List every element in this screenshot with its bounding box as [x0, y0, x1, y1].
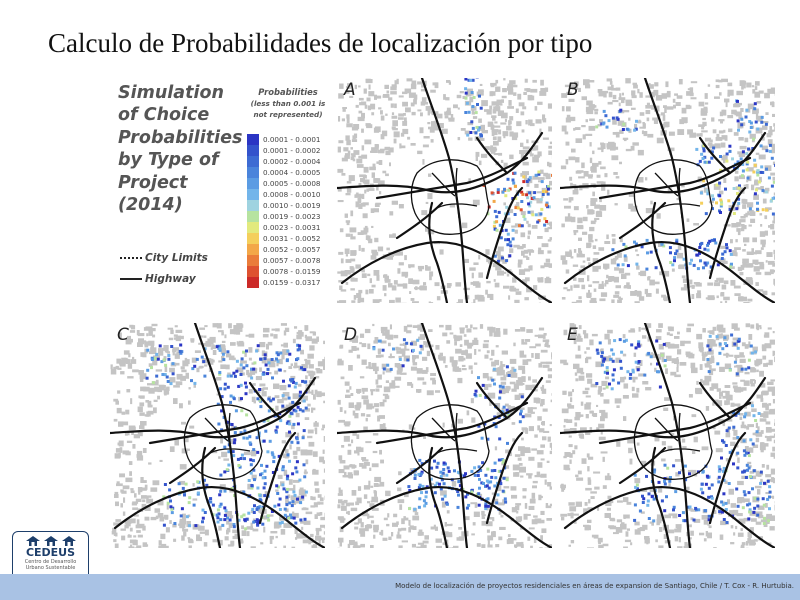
legend-class [247, 277, 320, 288]
figure-title-line: of Choice [118, 105, 210, 126]
city-limits-label: City Limits [145, 252, 208, 264]
legend-swatch [247, 189, 259, 200]
legend-swatch [247, 222, 259, 233]
legend-swatch [247, 167, 259, 178]
legend-class [247, 145, 320, 156]
legend-class-label: 0.0031 - 0.0052 [263, 234, 321, 243]
legend-class [247, 211, 320, 222]
legend-class-label: 0.0052 - 0.0057 [263, 245, 321, 254]
legend-class-label: 0.0078 - 0.0159 [263, 267, 321, 276]
map-e [560, 323, 775, 548]
panel-label: B [567, 80, 579, 100]
city-limits-key [120, 252, 208, 264]
highway-key [120, 273, 196, 285]
figure-title [118, 82, 243, 216]
panel-label: C [117, 325, 129, 345]
map-panel-c [110, 323, 325, 548]
logo-mark [13, 536, 88, 546]
legend-swatch [247, 266, 259, 277]
legend-class [247, 134, 320, 145]
map-a [337, 78, 552, 303]
highway-label: Highway [145, 273, 196, 285]
solid-line-symbol [120, 278, 142, 280]
legend-class [247, 189, 320, 200]
figure-title-line: (2014) [118, 195, 183, 216]
legend-class-label: 0.0002 - 0.0004 [263, 157, 321, 166]
logo-subtitle-line: Centro de Desarrollo [24, 559, 77, 565]
panel-label: D [344, 325, 358, 345]
map-b [560, 78, 775, 303]
legend-class [247, 167, 320, 178]
legend-class [247, 222, 320, 233]
legend-heading: Probabilities [258, 87, 318, 97]
logo-name: CEDEUS [25, 546, 76, 559]
legend-class-label: 0.0004 - 0.0005 [263, 168, 321, 177]
footer-bar [0, 574, 800, 600]
legend-swatch [247, 178, 259, 189]
map-c [110, 323, 325, 548]
legend-swatch [247, 211, 259, 222]
legend-class [247, 178, 320, 189]
slide-title: Calculo de Probabilidades de localización por tipo [48, 28, 593, 58]
legend-class-label: 0.0008 - 0.0010 [263, 190, 321, 199]
legend-class [247, 200, 320, 211]
figure-title-line: Simulation [118, 83, 224, 103]
legend-class-label: 0.0019 - 0.0023 [263, 212, 321, 221]
legend-swatch [247, 134, 259, 145]
panel-label: A [344, 80, 356, 100]
legend-class [247, 233, 320, 244]
legend-swatch [247, 145, 259, 156]
legend-class-label: 0.0057 - 0.0078 [263, 256, 321, 265]
map-panel-a [337, 78, 552, 303]
legend-swatch [247, 277, 259, 288]
figure-title-line: Project [118, 172, 188, 193]
legend-swatch [247, 200, 259, 211]
legend-swatch [247, 233, 259, 244]
map-panel-b [560, 78, 775, 303]
legend-subtitle: (less than 0.001 is not represented) [250, 99, 326, 119]
legend-class-label: 0.0010 - 0.0019 [263, 201, 321, 210]
legend-class [247, 255, 320, 266]
legend-class [247, 244, 320, 255]
legend-scale [247, 134, 320, 288]
legend-class-label: 0.0159 - 0.0317 [263, 278, 321, 287]
panel-label: E [567, 325, 578, 345]
legend-class [247, 266, 320, 277]
legend-title [243, 87, 333, 120]
map-panel-d [337, 323, 552, 548]
legend-swatch [247, 255, 259, 266]
figure-title-line: Probabilities [118, 127, 243, 148]
map-panel-e [560, 323, 775, 548]
legend-class [247, 156, 320, 167]
legend-swatch [247, 156, 259, 167]
map-d [337, 323, 552, 548]
logo-subtitle-line: Urbano Sustentable [25, 565, 76, 571]
legend-class-label: 0.0001 - 0.0001 [263, 135, 321, 144]
legend-swatch [247, 244, 259, 255]
legend-class-label: 0.0005 - 0.0008 [263, 179, 321, 188]
legend-class-label: 0.0023 - 0.0031 [263, 223, 321, 232]
legend-class-label: 0.0001 - 0.0002 [263, 146, 321, 155]
dotted-line-symbol [120, 257, 142, 259]
footer-citation: Modelo de localización de proyectos residenciales en áreas de expansion de Santiago, Chile / T. Cox - R. Hurtubia. [395, 582, 794, 590]
figure-title-line: by Type of [118, 150, 219, 171]
